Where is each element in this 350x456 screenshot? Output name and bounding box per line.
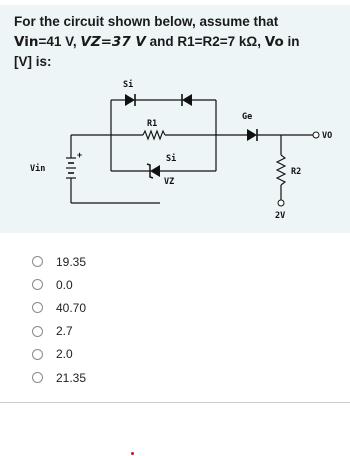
si-diode-1 <box>125 94 135 106</box>
vin-value: =41 V, <box>38 33 81 49</box>
resistor-text: and R1=R2=7 kΩ, <box>145 33 265 49</box>
option-3[interactable] <box>32 296 86 319</box>
option-label: 21.35 <box>56 370 87 385</box>
vo-label: Vo <box>264 33 284 50</box>
radio-button[interactable] <box>32 372 43 383</box>
supply-terminal <box>278 200 284 206</box>
r2-label: R2 <box>291 167 302 177</box>
option-label: 19.35 <box>56 254 87 269</box>
vo-label-diagram: VO <box>322 131 333 141</box>
radio-button[interactable] <box>32 279 43 290</box>
si-top-label: Si <box>123 80 134 90</box>
ge-diode <box>247 129 257 141</box>
option-label: 2.0 <box>56 347 73 362</box>
radio-button[interactable] <box>32 302 43 313</box>
radio-button[interactable] <box>32 326 43 337</box>
option-1[interactable] <box>32 250 86 273</box>
ge-label: Ge <box>242 112 253 122</box>
vin-label-diagram: Vin <box>30 164 46 174</box>
question-line-3: [V] is: <box>14 54 52 69</box>
radio-button[interactable] <box>32 256 43 267</box>
si-diode-2 <box>182 94 192 106</box>
answer-options <box>32 250 86 389</box>
supply-label: 2V <box>275 211 286 221</box>
r1-resistor <box>143 131 165 139</box>
option-2[interactable] <box>32 273 86 296</box>
r1-label: R1 <box>147 119 158 129</box>
red-dot <box>131 452 134 455</box>
option-4[interactable] <box>32 320 86 343</box>
option-label: 2.7 <box>56 324 73 339</box>
question-line-1: For the circuit shown below, assume that <box>14 14 279 29</box>
option-5[interactable] <box>32 343 86 366</box>
vo-terminal <box>313 132 319 138</box>
r2-resistor <box>277 155 285 185</box>
battery-plus-label: + <box>77 151 83 161</box>
si-zener-label: Si <box>166 154 177 164</box>
battery-vin <box>66 158 76 178</box>
divider <box>0 402 350 403</box>
option-label: 0.0 <box>56 277 73 292</box>
question-line-2-end: in <box>283 33 300 49</box>
vz-label: VZ=37 V <box>80 33 146 50</box>
circuit-wires <box>71 100 313 203</box>
radio-button[interactable] <box>32 349 43 360</box>
vin-label: Vin <box>14 33 39 50</box>
option-label: 40.70 <box>56 300 87 315</box>
vz-label-diagram: VZ <box>164 177 175 187</box>
option-6[interactable] <box>32 366 86 389</box>
